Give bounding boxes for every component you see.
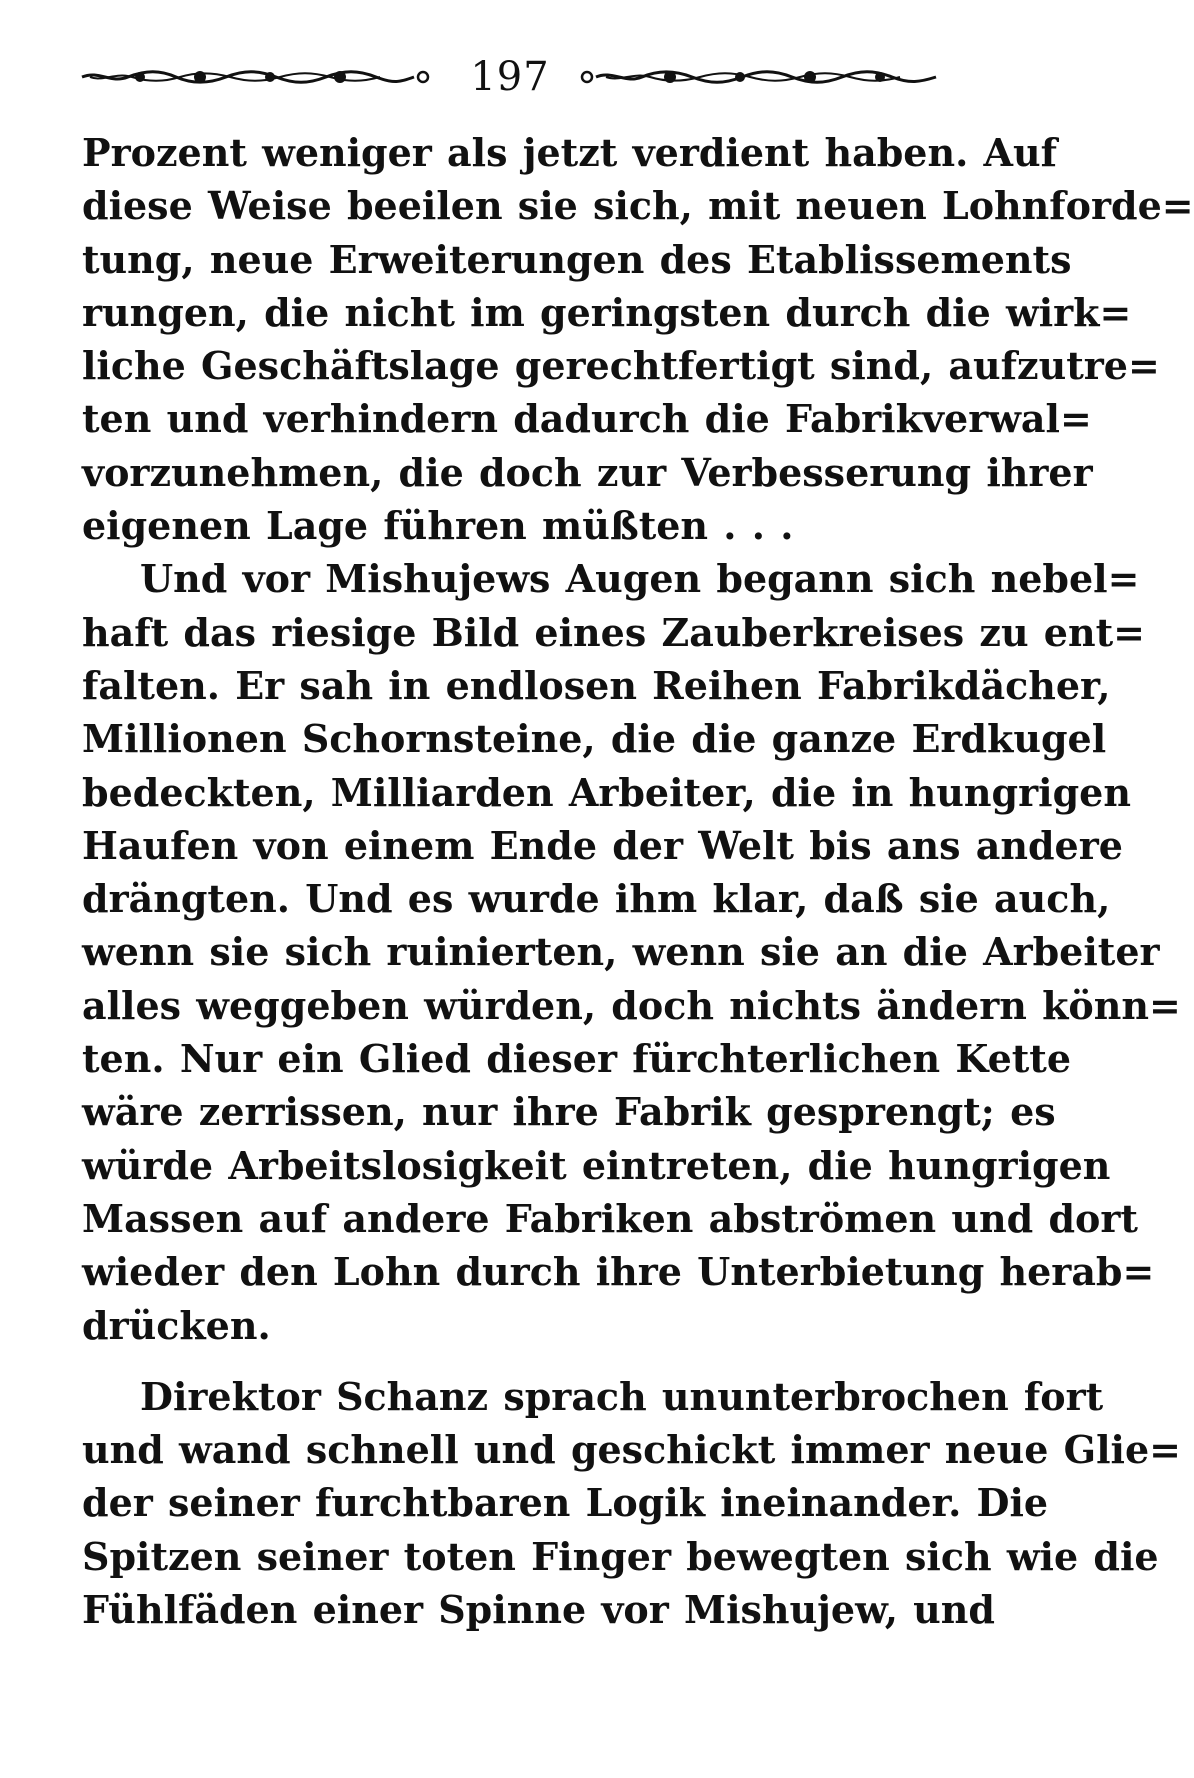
text-line: bedeckten, Milliarden Arbeiter, die in hungrigen [82, 769, 1131, 815]
text-line: rungen, die nicht im geringsten durch die wirk= [82, 289, 1132, 335]
text-line: drängten. Und es wurde ihm klar, daß sie auch, [82, 876, 1111, 922]
text-line: der seiner furchtbaren Logik ineinander. Die [82, 1480, 1049, 1526]
text-line: Millionen Schornsteine, die die ganze Erdkugel [82, 716, 1107, 762]
header-ornament-left-icon [80, 68, 430, 86]
text-line: Prozent weniger als jetzt verdient haben. Auf [82, 130, 1057, 175]
text-line: eigenen Lage führen müßten . . . [82, 503, 794, 549]
text-line: ten und verhindern dadurch die Fabrikverwal= [82, 396, 1092, 442]
text-line: Massen auf andere Fabriken abströmen und dort [82, 1195, 1138, 1241]
text-line: und wand schnell und geschickt immer neue Glie= [82, 1427, 1181, 1473]
text-line: wieder den Lohn durch ihre Unterbietung herab= [82, 1249, 1155, 1295]
paragraph-gap [82, 1352, 938, 1370]
text-line: haft das riesige Bild eines Zauberkreises zu ent= [82, 609, 1146, 655]
body-text [82, 126, 1194, 1636]
page-header [80, 52, 938, 102]
text-line: diese Weise beeilen sie sich, mit neuen Lohnforde= [82, 183, 1194, 229]
header-ornament-right-icon [580, 68, 938, 86]
text-line: drücken. [82, 1302, 271, 1348]
page-number: 197 [470, 54, 550, 100]
text-line: Spitzen seiner toten Finger bewegten sich wie die [82, 1533, 1159, 1579]
text-line: Fühlfäden einer Spinne vor Mishujew, und [82, 1587, 996, 1633]
text-line: Direktor Schanz sprach ununterbrochen fort [140, 1373, 1104, 1419]
text-line: falten. Er sah in endlosen Reihen Fabrikdächer, [82, 662, 1111, 708]
text-line: wäre zerrissen, nur ihre Fabrik gesprengt; es [82, 1089, 1056, 1135]
text-line: alles weggeben würden, doch nichts ändern könn= [82, 982, 1181, 1028]
text-line: vorzunehmen, die doch zur Verbesserung ihrer [82, 449, 1093, 495]
text-line: ten. Nur ein Glied dieser fürchterlichen Kette [82, 1036, 1072, 1082]
text-line: Und vor Mishujews Augen begann sich nebel= [140, 556, 1140, 602]
text-line: tung, neue Erweiterungen des Etablissements [82, 236, 1072, 282]
text-line: Haufen von einem Ende der Welt bis ans andere [82, 822, 1123, 868]
text-line: würde Arbeitslosigkeit eintreten, die hungrigen [82, 1142, 1111, 1188]
text-line: liche Geschäftslage gerechtfertigt sind, aufzutre= [82, 343, 1160, 389]
text-line: wenn sie sich ruinierten, wenn sie an die Arbeiter [82, 929, 1160, 975]
